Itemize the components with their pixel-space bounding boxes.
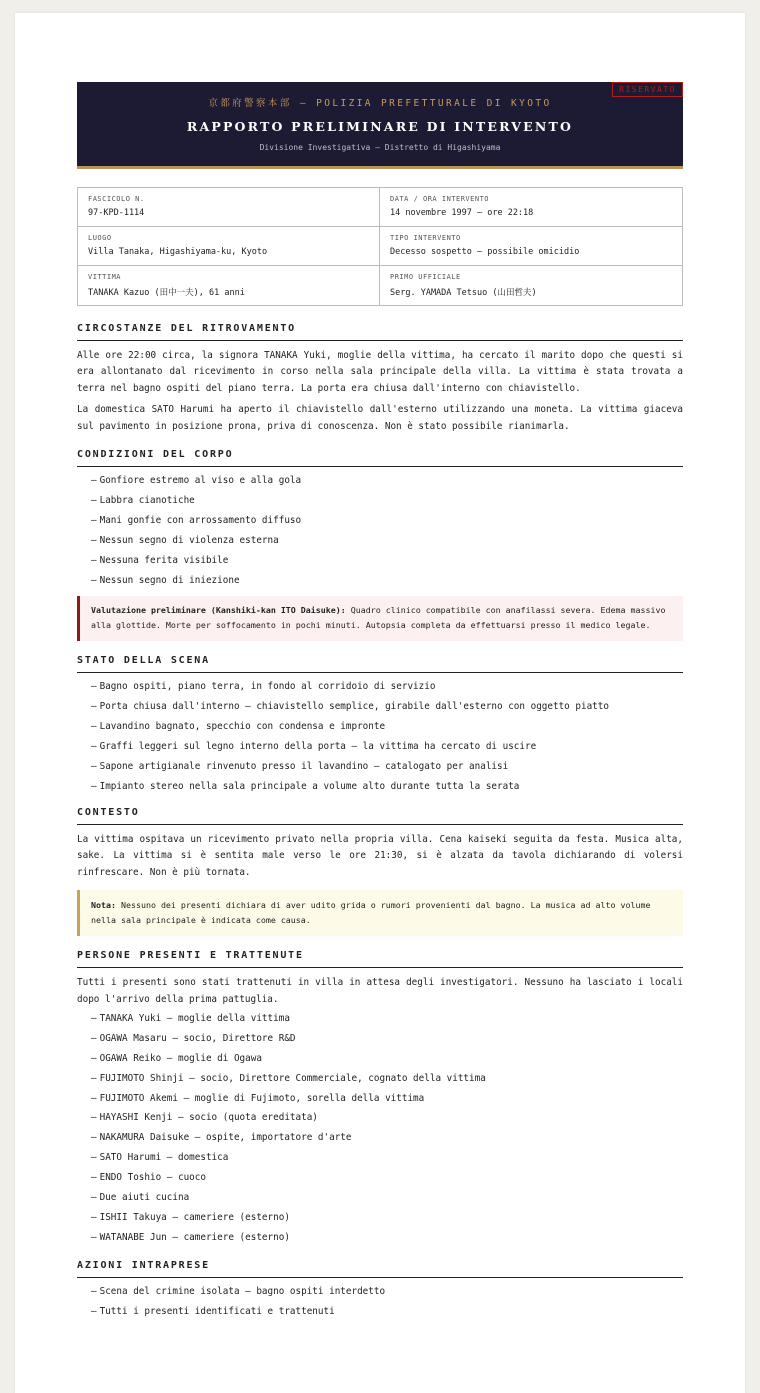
list-item <box>91 471 683 491</box>
section-title: CIRCOSTANZE DEL RITROVAMENTO <box>77 323 683 341</box>
list-item-text: Bagno ospiti, piano terra, in fondo al corridoio di servizio <box>99 681 436 693</box>
report-page <box>15 13 745 1393</box>
preliminary-assessment-box <box>77 596 683 641</box>
agency-it: — POLIZIA PREFETTURALE DI KYOTO <box>291 98 552 109</box>
section-circostanze <box>77 323 683 435</box>
info-tipo <box>380 227 682 266</box>
list-item <box>91 1128 683 1148</box>
paragraph: La domestica SATO Harumi ha aperto il chiavistello dall'esterno utilizzando una moneta. La vittima giaceva sul pavimento in posizione prona, priva di conoscenza. Non è stato possibile rianimarla. <box>77 404 683 432</box>
info-luogo <box>78 227 380 266</box>
report-content <box>77 82 683 1322</box>
list-item <box>91 1148 683 1168</box>
list-item <box>91 697 683 717</box>
dash-bullet: — <box>91 781 97 792</box>
list-item <box>91 757 683 777</box>
report-subtitle: Divisione Investigativa — Distretto di Higashiyama <box>259 143 501 152</box>
case-info-grid <box>77 187 683 306</box>
dash-bullet: — <box>91 721 97 733</box>
info-fascicolo <box>78 188 380 227</box>
info-label: FASCICOLO N. <box>88 195 145 203</box>
list-item-text: Impianto stereo nella sala principale a volume alto durante tutta la serata <box>99 781 520 792</box>
dash-bullet: — <box>91 741 97 753</box>
list-item-text: Sapone artigianale rinvenuto presso il lavandino — catalogato per analisi <box>99 761 509 773</box>
paragraph: Alle ore 22:00 circa, la signora TANAKA Yuki, moglie della vittima, ha cercato il marito dopo che questi si era allontanato dal ricevimento in corso nella sala principale della villa. La vittima è stata trovata a terra nel bagno ospiti del piano terra. La porta era chiusa dall'interno con chiavistello. <box>77 350 683 394</box>
section-contesto <box>77 807 683 936</box>
list-item-text: FUJIMOTO Shinji — socio, Direttore Commerciale, cognato della vittima <box>99 1072 486 1084</box>
section-title: CONTESTO <box>77 807 683 825</box>
info-ufficiale <box>380 266 682 305</box>
note-box <box>77 890 683 936</box>
azioni-list <box>77 1282 683 1322</box>
list-item <box>91 1302 683 1322</box>
dash-bullet: — <box>91 574 97 586</box>
list-item <box>91 1108 683 1128</box>
list-item-text: Gonfiore estremo al viso e alla gola <box>99 475 302 487</box>
list-item-text: Mani gonfie con arrossamento diffuso <box>99 514 302 526</box>
list-item <box>91 551 683 571</box>
list-item <box>91 1208 683 1228</box>
dash-bullet: — <box>91 475 97 487</box>
info-label: TIPO INTERVENTO <box>390 234 461 242</box>
list-item-text: FUJIMOTO Akemi — moglie di Fujimoto, sorella della vittima <box>99 1092 425 1104</box>
note-text: Nessuno dei presenti dichiara di aver udito grida o rumori provenienti dal bagno. La musica ad alto volume nella sala principale è indicata come causa. <box>91 900 651 926</box>
list-item-text: ENDO Toshio — cuoco <box>99 1172 206 1184</box>
dash-bullet: — <box>91 1231 97 1243</box>
dash-bullet: — <box>91 1032 97 1044</box>
list-item <box>91 1069 683 1089</box>
confidential-stamp: RISERVATO <box>612 82 683 97</box>
alert-label: Valutazione preliminare (Kanshiki-kan ITO Daisuke): <box>91 605 346 616</box>
dash-bullet: — <box>91 1132 97 1144</box>
paragraph: Tutti i presenti sono stati trattenuti in villa in attesa degli investigatori. Nessuno ha lasciato i locali dopo l'arrivo della prima pattuglia. <box>77 977 683 1005</box>
dash-bullet: — <box>91 1305 97 1317</box>
dash-bullet: — <box>91 701 97 713</box>
info-label: DATA / ORA INTERVENTO <box>390 195 490 203</box>
section-azioni <box>77 1260 683 1322</box>
paragraph: La vittima ospitava un ricevimento privato nella propria villa. Cena kaiseki seguita da festa. Musica alta, sake. La vittima si è sentita male verso le ore 21:30, si è alzata da tavola dichiarando di volersi rinfrescare. Non è più tornata. <box>77 833 683 878</box>
dash-bullet: — <box>91 514 97 526</box>
list-item <box>91 571 683 591</box>
dash-bullet: — <box>91 534 97 546</box>
list-item-text: Labbra cianotiche <box>99 494 195 506</box>
dash-bullet: — <box>91 1192 97 1204</box>
list-item-text: Scena del crimine isolata — bagno ospiti interdetto <box>99 1285 386 1297</box>
info-label: LUOGO <box>88 234 112 242</box>
persone-list <box>77 1009 683 1248</box>
list-item-text: TANAKA Yuki — moglie della vittima <box>99 1012 290 1024</box>
list-item <box>91 1228 683 1248</box>
dash-bullet: — <box>91 1152 97 1164</box>
list-item <box>91 717 683 737</box>
dash-bullet: — <box>91 554 97 566</box>
info-label: PRIMO UFFICIALE <box>390 273 461 281</box>
list-item <box>91 1282 683 1302</box>
info-value: TANAKA Kazuo (田中一夫), 61 anni <box>88 288 245 298</box>
section-corpo <box>77 449 683 641</box>
list-item <box>91 1188 683 1208</box>
report-header <box>77 82 683 169</box>
list-item <box>91 1089 683 1109</box>
note-label: Nota: <box>91 900 116 911</box>
alert-text: Quadro clinico compatibile con anafilassi severa. Edema massivo alla glottide. Morte per soffocamento in pochi minuti. Autopsia completa da effettuarsi presso il medico legale. <box>91 605 666 631</box>
dash-bullet: — <box>91 1072 97 1084</box>
list-item <box>91 737 683 757</box>
info-value: Villa Tanaka, Higashiyama-ku, Kyoto <box>88 247 268 257</box>
list-item-text: WATANABE Jun — cameriere (esterno) <box>99 1231 290 1243</box>
list-item-text: Tutti i presenti identificati e trattenuti <box>99 1305 335 1317</box>
agency-line <box>77 82 683 109</box>
report-title: RAPPORTO PRELIMINARE DI INTERVENTO <box>186 119 574 134</box>
section-title: CONDIZIONI DEL CORPO <box>77 449 683 467</box>
list-item-text: SATO Harumi — domestica <box>99 1152 229 1164</box>
section-title: AZIONI INTRAPRESE <box>77 1260 683 1278</box>
dash-bullet: — <box>91 1012 97 1024</box>
dash-bullet: — <box>91 1285 97 1297</box>
list-item-text: OGAWA Reiko — moglie di Ogawa <box>99 1052 262 1064</box>
section-persone <box>77 950 683 1248</box>
list-item <box>91 777 683 797</box>
scena-list <box>77 677 683 796</box>
list-item <box>91 491 683 511</box>
dash-bullet: — <box>91 1172 97 1184</box>
dash-bullet: — <box>91 494 97 506</box>
list-item <box>91 1009 683 1029</box>
list-item-text: Due aiuti cucina <box>99 1192 190 1204</box>
info-data <box>380 188 682 227</box>
list-item-text: NAKAMURA Daisuke — ospite, importatore d'arte <box>99 1132 352 1144</box>
section-title: STATO DELLA SCENA <box>77 655 683 673</box>
dash-bullet: — <box>91 1092 97 1104</box>
list-item-text: Nessuna ferita visibile <box>99 554 229 566</box>
agency-jp: 京都府警察本部 <box>208 98 292 109</box>
dash-bullet: — <box>91 1112 97 1124</box>
list-item <box>91 1029 683 1049</box>
dash-bullet: — <box>91 761 97 773</box>
list-item-text: Nessun segno di violenza esterna <box>99 534 279 546</box>
list-item-text: Lavandino bagnato, specchio con condensa e impronte <box>99 721 386 733</box>
section-title: PERSONE PRESENTI E TRATTENUTE <box>77 950 683 968</box>
info-value: 14 novembre 1997 — ore 22:18 <box>390 208 534 218</box>
corpo-list <box>77 471 683 590</box>
list-item-text: OGAWA Masaru — socio, Direttore R&D <box>99 1032 296 1044</box>
info-vittima <box>78 266 380 305</box>
info-value: Serg. YAMADA Tetsuo (山田哲夫) <box>390 288 537 298</box>
list-item <box>91 511 683 531</box>
list-item <box>91 1168 683 1188</box>
list-item <box>91 1049 683 1069</box>
info-label: VITTIMA <box>88 273 122 281</box>
dash-bullet: — <box>91 1052 97 1064</box>
section-scena <box>77 655 683 796</box>
list-item <box>91 531 683 551</box>
list-item <box>91 677 683 697</box>
list-item-text: Porta chiusa dall'interno — chiavistello semplice, girabile dall'esterno con oggetto piatto <box>99 701 609 713</box>
list-item-text: Graffi leggeri sul legno interno della porta — la vittima ha cercato di uscire <box>99 741 537 753</box>
list-item-text: Nessun segno di iniezione <box>99 574 240 586</box>
info-value: Decesso sospetto — possibile omicidio <box>390 247 580 257</box>
list-item-text: ISHII Takuya — cameriere (esterno) <box>99 1212 290 1223</box>
dash-bullet: — <box>91 1212 97 1223</box>
dash-bullet: — <box>91 681 97 693</box>
info-value: 97-KPD-1114 <box>88 208 145 218</box>
list-item-text: HAYASHI Kenji — socio (quota ereditata) <box>99 1112 318 1124</box>
